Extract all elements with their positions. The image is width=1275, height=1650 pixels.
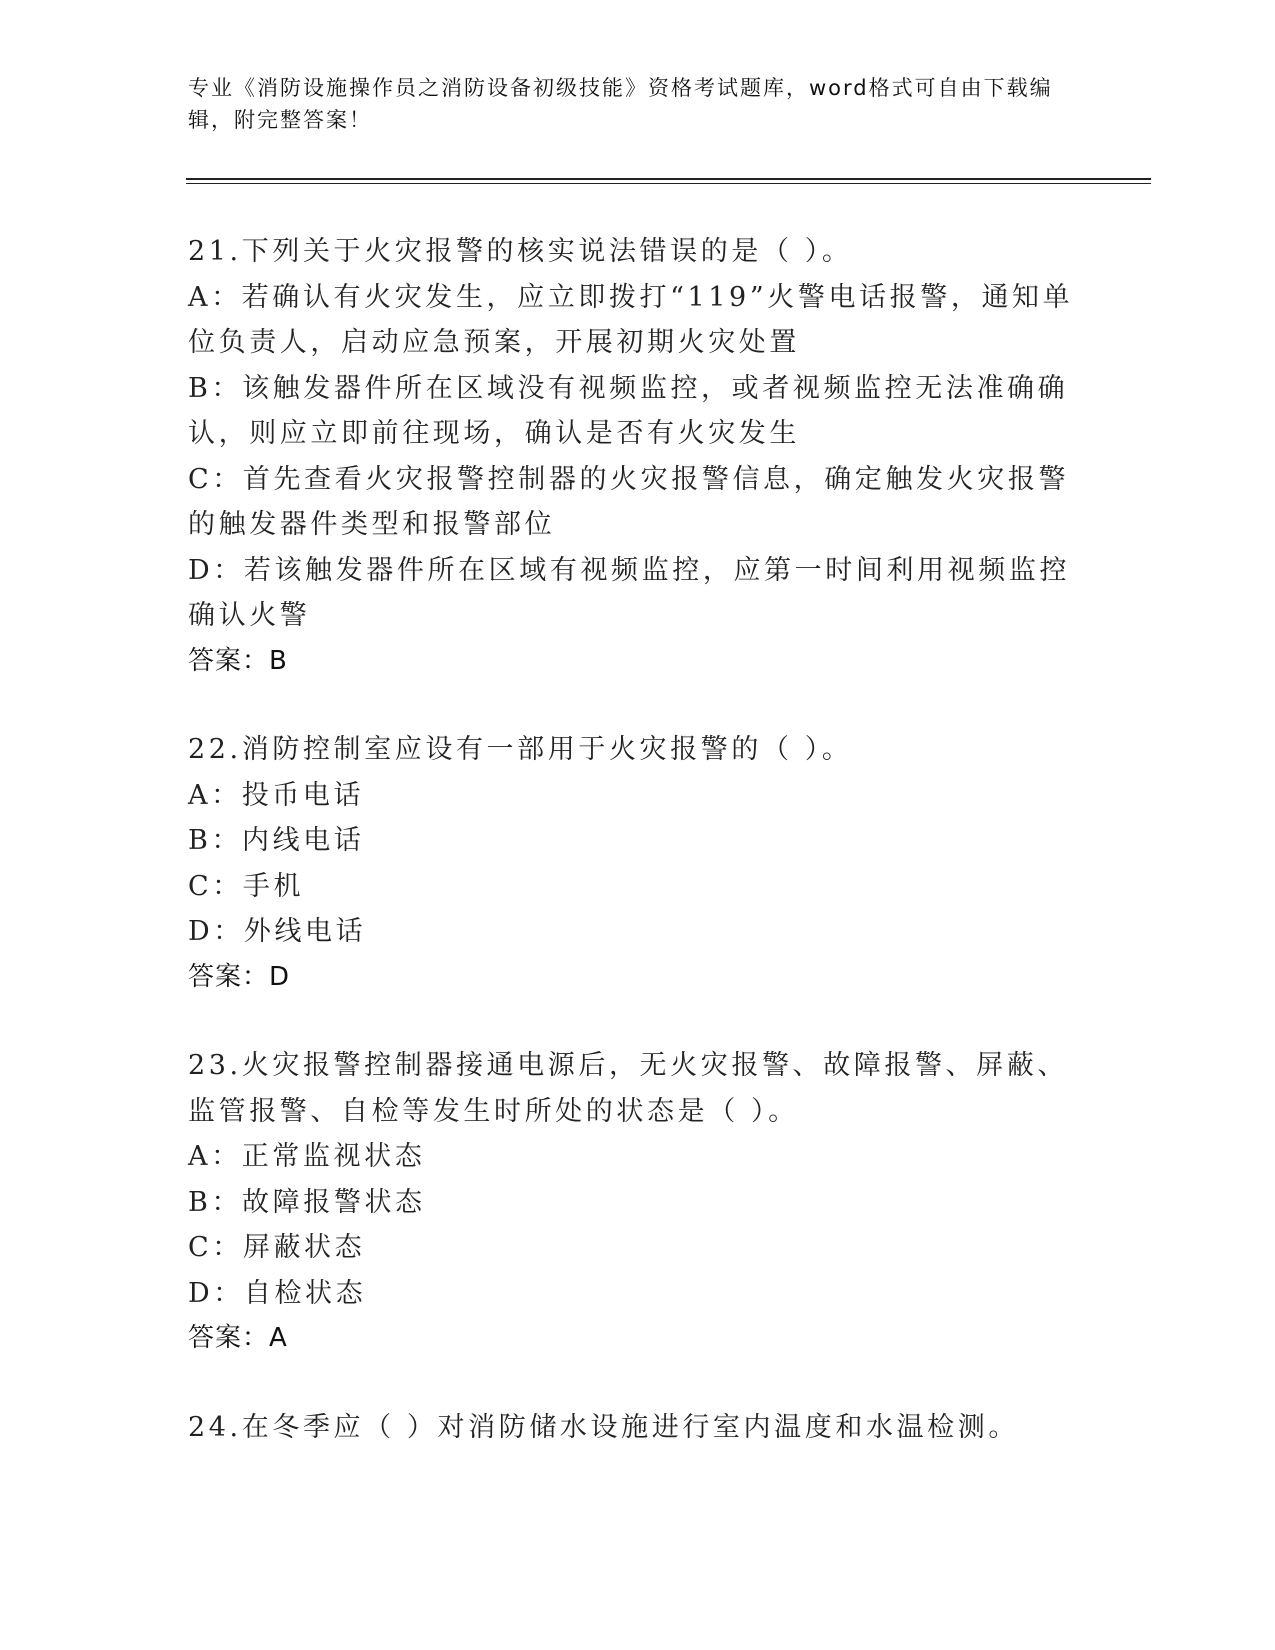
option-b: B：故障报警状态 [188,1186,426,1218]
option-d: D：外线电话 [188,916,367,947]
option-c: C：手机 [188,870,305,902]
answer-label: 答案： [188,961,270,992]
answer-label: 答案： [188,1323,270,1353]
answer-line [188,955,1088,1001]
question-21 [188,229,1088,684]
option-a: A：若确认有火灾发生，应立即拨打“119”火警电话报警，通知单位负责人，启动应急预案，开展初期火灾处置 [188,281,1074,358]
answer-line [188,1316,1088,1362]
option-a: A：投币电话 [188,779,365,811]
option-c: C：首先查看火灾报警控制器的火灾报警信息，确定触发火灾报警的触发器件类型和报警部位 [188,463,1070,540]
question-22 [188,727,1088,1000]
option-b: B：内线电话 [188,825,365,856]
answer-value: A [269,1323,288,1353]
option-a: A：正常监视状态 [188,1141,426,1172]
question-23 [188,1043,1088,1362]
question-stem: 21.下列关于火灾报警的核实说法错误的是（ ）。 [188,236,853,267]
option-d: D：自检状态 [188,1277,367,1309]
answer-label: 答案： [188,645,270,676]
header-divider-thick [186,178,1151,180]
answer-value: B [269,645,288,676]
header-divider-thin [186,183,1151,184]
option-d: D：若该触发器件所在区域有视频监控，应第一时间利用视频监控确认火警 [188,554,1071,631]
question-24 [188,1405,1088,1451]
option-c: C：屏蔽状态 [188,1232,366,1263]
answer-line [188,639,1088,685]
question-stem: 23.火灾报警控制器接通电源后，无火灾报警、故障报警、屏蔽、监管报警、自检等发生时所处的状态是（ ）。 [188,1050,1068,1127]
answer-value: D [269,961,291,992]
question-stem: 24.在冬季应（ ）对消防储水设施进行室内温度和水温检测。 [188,1411,1019,1443]
option-b: B：该触发器件所在区域没有视频监控，或者视频监控无法准确确认，则应立即前往现场，确认是否有火灾发生 [188,372,1069,449]
document-intro: 专业《消防设施操作员之消防设备初级技能》资格考试题库，word格式可自由下载编辑，附完整答案！ [188,76,1053,132]
question-stem: 22.消防控制室应设有一部用于火灾报警的（ ）。 [188,734,853,765]
question-list [188,229,1088,1493]
